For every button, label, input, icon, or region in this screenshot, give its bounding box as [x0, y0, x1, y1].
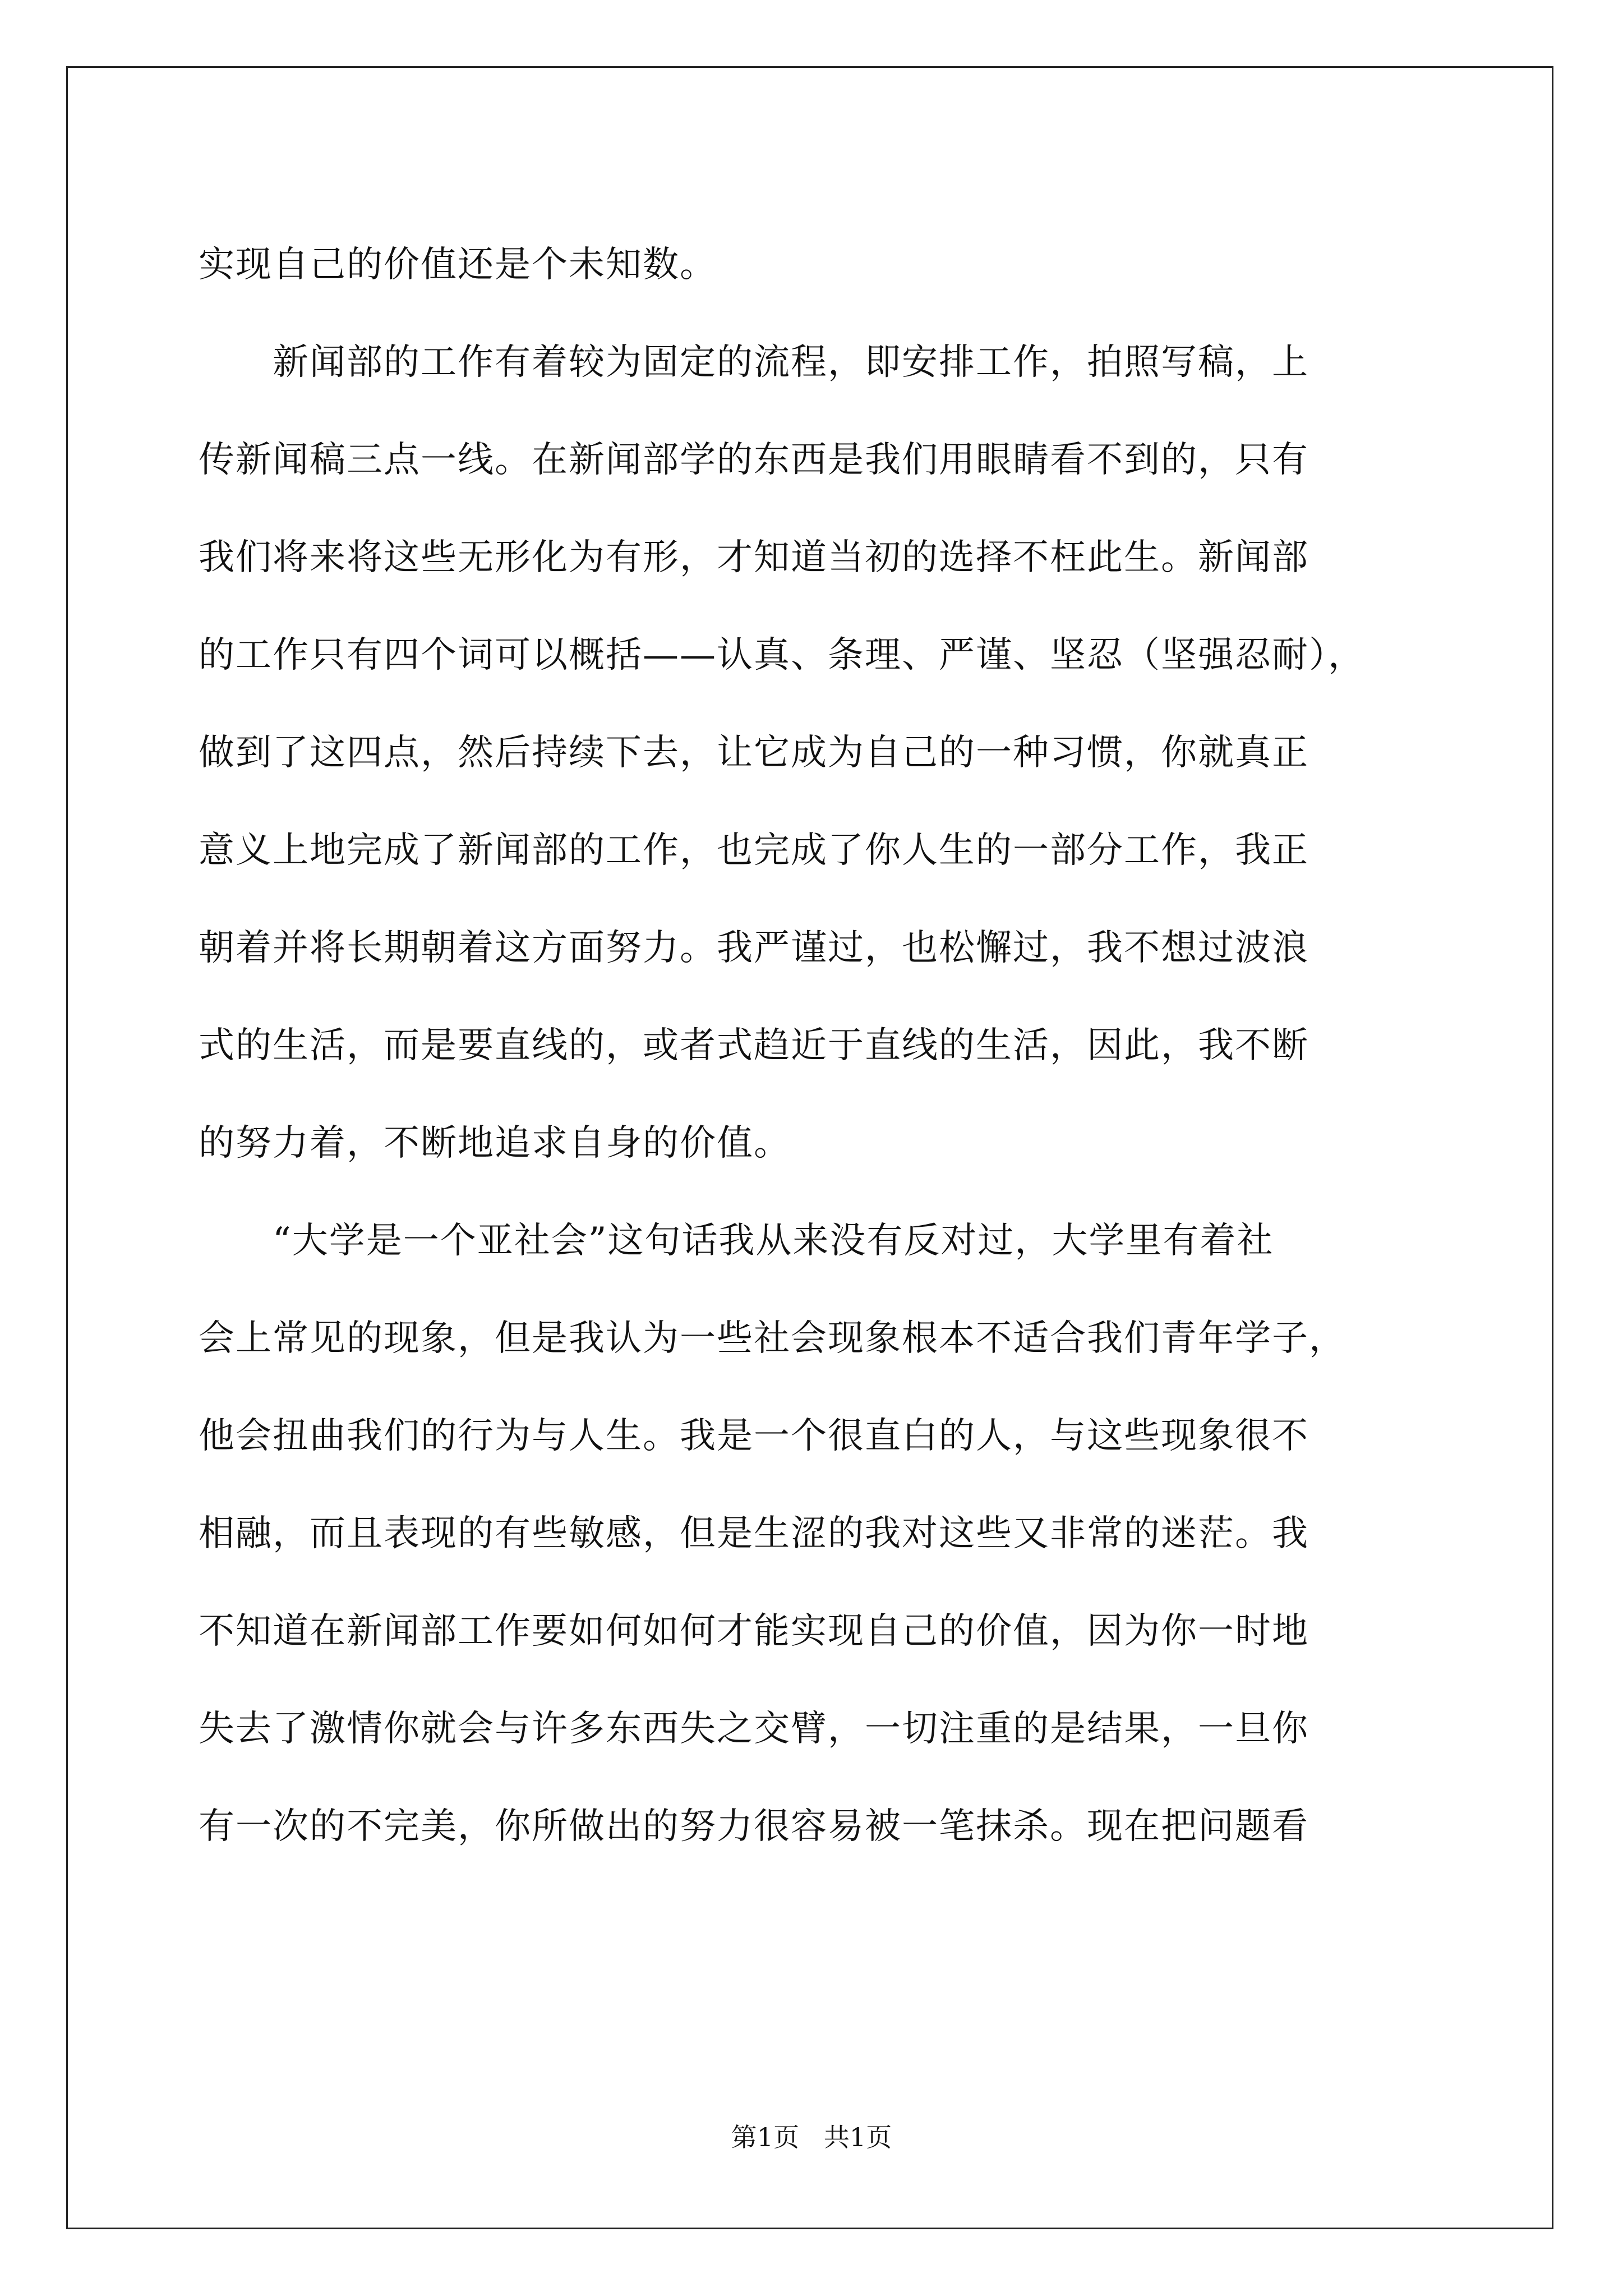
text-line: 式的生活，而是要直线的，或者式趋近于直线的生活，因此，我不断 [199, 1025, 1309, 1066]
text-line: 会上常见的现象，但是我认为一些社会现象根本不适合我们青年学子， [199, 1318, 1346, 1359]
text-line: 的工作只有四个词可以概括——认真、条理、严谨、坚忍（坚强忍耐）， [199, 634, 1365, 676]
text-line: 不知道在新闻部工作要如何如何才能实现自己的价值，因为你一时地 [199, 1611, 1309, 1652]
document-body [199, 216, 1421, 1875]
text-line: 的努力着，不断地追求自身的价值。 [199, 1122, 791, 1164]
text-line: 相融，而且表现的有些敏感，但是生涩的我对这些又非常的迷茫。我 [199, 1513, 1309, 1554]
text-line: 失去了激情你就会与许多东西失之交臂，一切注重的是结果，一旦你 [199, 1708, 1309, 1750]
text-line: 意义上地完成了新闻部的工作，也完成了你人生的一部分工作，我正 [199, 830, 1309, 871]
text-line: 做到了这四点，然后持续下去，让它成为自己的一种习惯，你就真正 [199, 732, 1309, 774]
page-number-footer: 第1页 共1页 [731, 2122, 892, 2152]
text-line: “大学是一个亚社会”这句话我从来没有反对过，大学里有着社 [199, 1220, 1274, 1262]
text-line: 朝着并将长期朝着这方面努力。我严谨过，也松懈过，我不想过波浪 [199, 927, 1309, 969]
text-line: 实现自己的价值还是个未知数。 [199, 244, 717, 286]
text-line: 新闻部的工作有着较为固定的流程，即安排工作，拍照写稿，上 [199, 342, 1309, 383]
text-line: 传新闻稿三点一线。在新闻部学的东西是我们用眼睛看不到的，只有 [199, 439, 1309, 481]
text-line: 我们将来将这些无形化为有形，才知道当初的选择不枉此生。新闻部 [199, 537, 1309, 578]
text-line: 有一次的不完美，你所做出的努力很容易被一笔抹杀。现在把问题看 [199, 1806, 1309, 1847]
text-line: 他会扭曲我们的行为与人生。我是一个很直白的人，与这些现象很不 [199, 1415, 1309, 1457]
